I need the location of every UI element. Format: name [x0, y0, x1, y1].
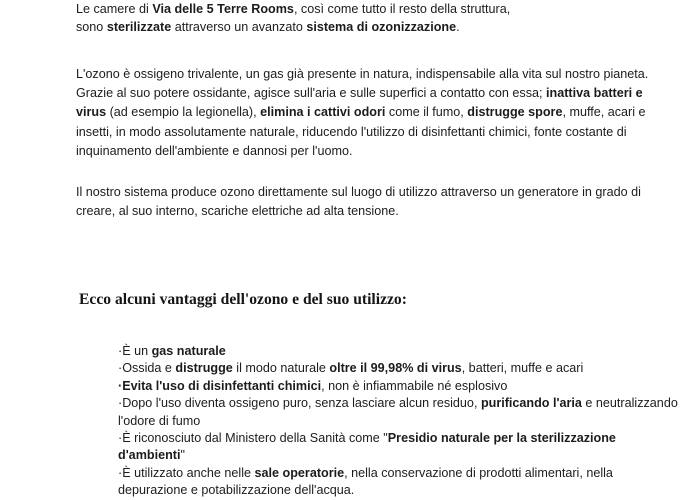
item-bold: oltre il 99,98% di virus — [329, 361, 462, 376]
item-text: ·Ossida e — [118, 361, 176, 376]
item-bold: gas naturale — [151, 344, 226, 358]
list-item — [118, 378, 678, 395]
ozone-text: (ad esempio la legionella), — [106, 105, 261, 120]
item-text: ·È riconosciuto dal Ministero della Sanità come " — [118, 431, 388, 446]
item-bold: ·Evita l'uso di disinfettanti chimici — [118, 378, 322, 393]
item-text: ·È utilizzato anche nelle — [118, 465, 255, 480]
item-bold: Presidio naturale per la sterilizzazione d'ambienti — [118, 431, 616, 463]
list-item — [118, 343, 678, 360]
item-text: ·È un — [118, 344, 152, 358]
intro-bold: sterilizzate — [106, 20, 172, 34]
item-text: , nella conservazione di prodotti alimentari, nella depurazione e potabilizzazione dell'acqua. — [118, 465, 613, 498]
item-text: , non è infiammabile né esplosivo — [321, 378, 508, 393]
item-bold: distrugge — [175, 361, 233, 376]
ozone-bold: elimina i cattivi odori — [260, 105, 386, 120]
intro-text: sono — [76, 20, 107, 34]
item-bold: purificando l'aria — [480, 396, 582, 411]
system-paragraph: Il nostro sistema produce ozono direttamente sul luogo di utilizzo attraverso un generatore in grado di creare, al suo interno, scariche elettriche ad alta tensione. — [76, 185, 641, 218]
ozone-bold: distrugge spore — [467, 105, 563, 120]
intro-text: Le camere di — [76, 2, 153, 16]
ozone-paragraph — [76, 65, 676, 161]
list-item — [118, 430, 678, 465]
item-text: ·Dopo l'uso diventa ossigeno puro, senza lasciare alcun residuo, — [118, 396, 481, 411]
item-text: " — [180, 448, 185, 463]
item-bold: sale operatorie — [254, 465, 345, 480]
ozone-text: , muffe, acari e insetti, in modo assolutamente naturale, riducendo l'utilizzo di disinfettanti chimici, fonte costante di inquinamento dell'ambiente e dannosi per l'uomo. — [76, 105, 646, 158]
item-text: e neutralizzando l'odore di fumo — [118, 396, 678, 428]
list-item — [118, 465, 678, 500]
item-text: il modo naturale — [232, 361, 330, 376]
item-text: , batteri, muffe e acari — [461, 361, 584, 376]
intro-text: attraverso un avanzato — [171, 20, 307, 34]
intro-text: . — [456, 20, 460, 34]
ozone-text: come il fumo, — [385, 105, 468, 120]
list-item — [118, 395, 678, 430]
benefits-list — [118, 343, 678, 500]
intro-paragraph — [76, 0, 676, 36]
list-item — [118, 360, 678, 377]
ozone-bold: inattiva batteri e virus — [76, 86, 643, 120]
intro-text: , così come tutto il resto della struttura, — [293, 2, 511, 16]
intro-bold: sistema di ozonizzazione — [306, 20, 457, 34]
ozone-text: L'ozono è ossigeno trivalente, un gas già presente in natura, indispensabile alla vita sul nostro pianeta. Grazie al suo potere ossidante, agisce sull'aria e sulle superfici a contatto con essa; — [76, 67, 649, 101]
property-name: Via delle 5 Terre Rooms — [152, 2, 294, 16]
benefits-heading: Ecco alcuni vantaggi dell'ozono e del suo utilizzo: — [79, 291, 407, 308]
